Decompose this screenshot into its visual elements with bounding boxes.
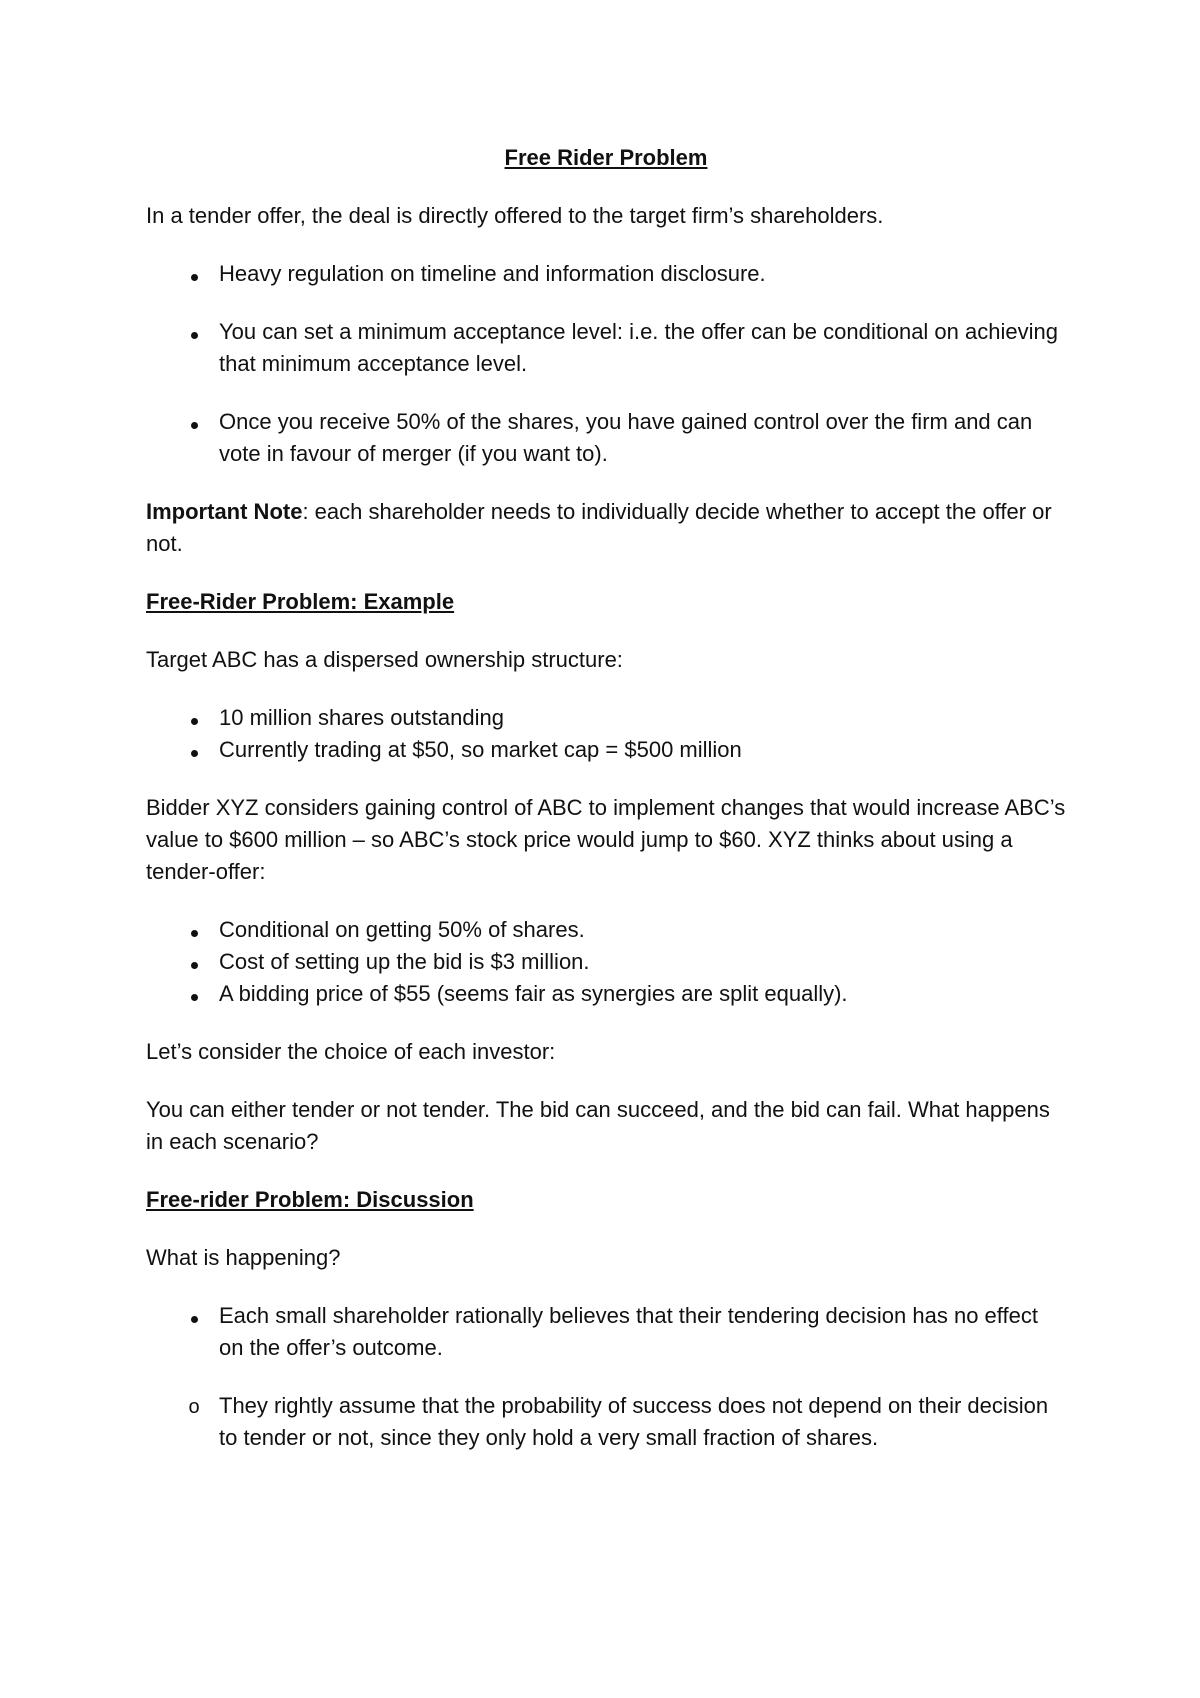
bidder-paragraph: Bidder XYZ considers gaining control of ABC to implement changes that would increase ABC’s value to $600 million – so ABC’s stock price would jump to $60. XYZ thinks about using a tender-offer:: [146, 795, 1066, 884]
bullet-icon: [184, 702, 204, 734]
bullet-icon: [184, 914, 204, 946]
list-item: Once you receive 50% of the shares, you have gained control over the firm and can vote in favour of merger (if you want to).: [146, 406, 1066, 470]
bullet-icon: [184, 316, 204, 348]
bullet-icon: [184, 258, 204, 290]
consider-paragraph: Let’s consider the choice of each investor:: [146, 1039, 556, 1064]
list-item: Currently trading at $50, so market cap = $500 million: [146, 734, 1066, 766]
scenario-paragraph: You can either tender or not tender. The bid can succeed, and the bid can fail. What happens in each scenario?: [146, 1097, 1050, 1154]
bullet-icon: [184, 978, 204, 1010]
discussion-list: [146, 1300, 1066, 1454]
document-body: [146, 142, 1066, 1454]
list-item: Heavy regulation on timeline and information disclosure.: [146, 258, 1066, 290]
bullet-icon: [184, 946, 204, 978]
discussion-heading: Free-rider Problem: Discussion: [146, 1187, 474, 1212]
list-item: A bidding price of $55 (seems fair as synergies are split equally).: [146, 978, 1066, 1010]
list-item: 10 million shares outstanding: [146, 702, 1066, 734]
list-item: Conditional on getting 50% of shares.: [146, 914, 1066, 946]
important-note: [146, 496, 1066, 560]
important-note-label: Important Note: [146, 499, 303, 524]
bullet-icon: [184, 406, 204, 438]
bullet-icon: [184, 1300, 204, 1332]
target-facts-list: [146, 702, 1066, 766]
hollow-bullet-icon: o: [188, 1396, 200, 1418]
list-item: Each small shareholder rationally believes that their tendering decision has no effect on the offer’s outcome.: [146, 1300, 1066, 1364]
intro-paragraph: In a tender offer, the deal is directly offered to the target firm’s shareholders.: [146, 203, 884, 228]
important-note-text: : each shareholder needs to individually decide whether to accept the offer or not.: [146, 499, 1052, 556]
tender-offer-list: [146, 258, 1066, 470]
example-heading: Free-Rider Problem: Example: [146, 589, 455, 614]
list-item: o They rightly assume that the probability of success does not depend on their decision to tender or not, since they only hold a very small fraction of shares.: [146, 1390, 1066, 1454]
list-item: Cost of setting up the bid is $3 million.: [146, 946, 1066, 978]
list-item: You can set a minimum acceptance level: i.e. the offer can be conditional on achieving that minimum acceptance level.: [146, 316, 1066, 380]
discussion-question: What is happening?: [146, 1245, 341, 1270]
target-intro: Target ABC has a dispersed ownership structure:: [146, 647, 623, 672]
bullet-icon: [184, 734, 204, 766]
page-title: Free Rider Problem: [504, 145, 708, 170]
bid-terms-list: [146, 914, 1066, 1010]
